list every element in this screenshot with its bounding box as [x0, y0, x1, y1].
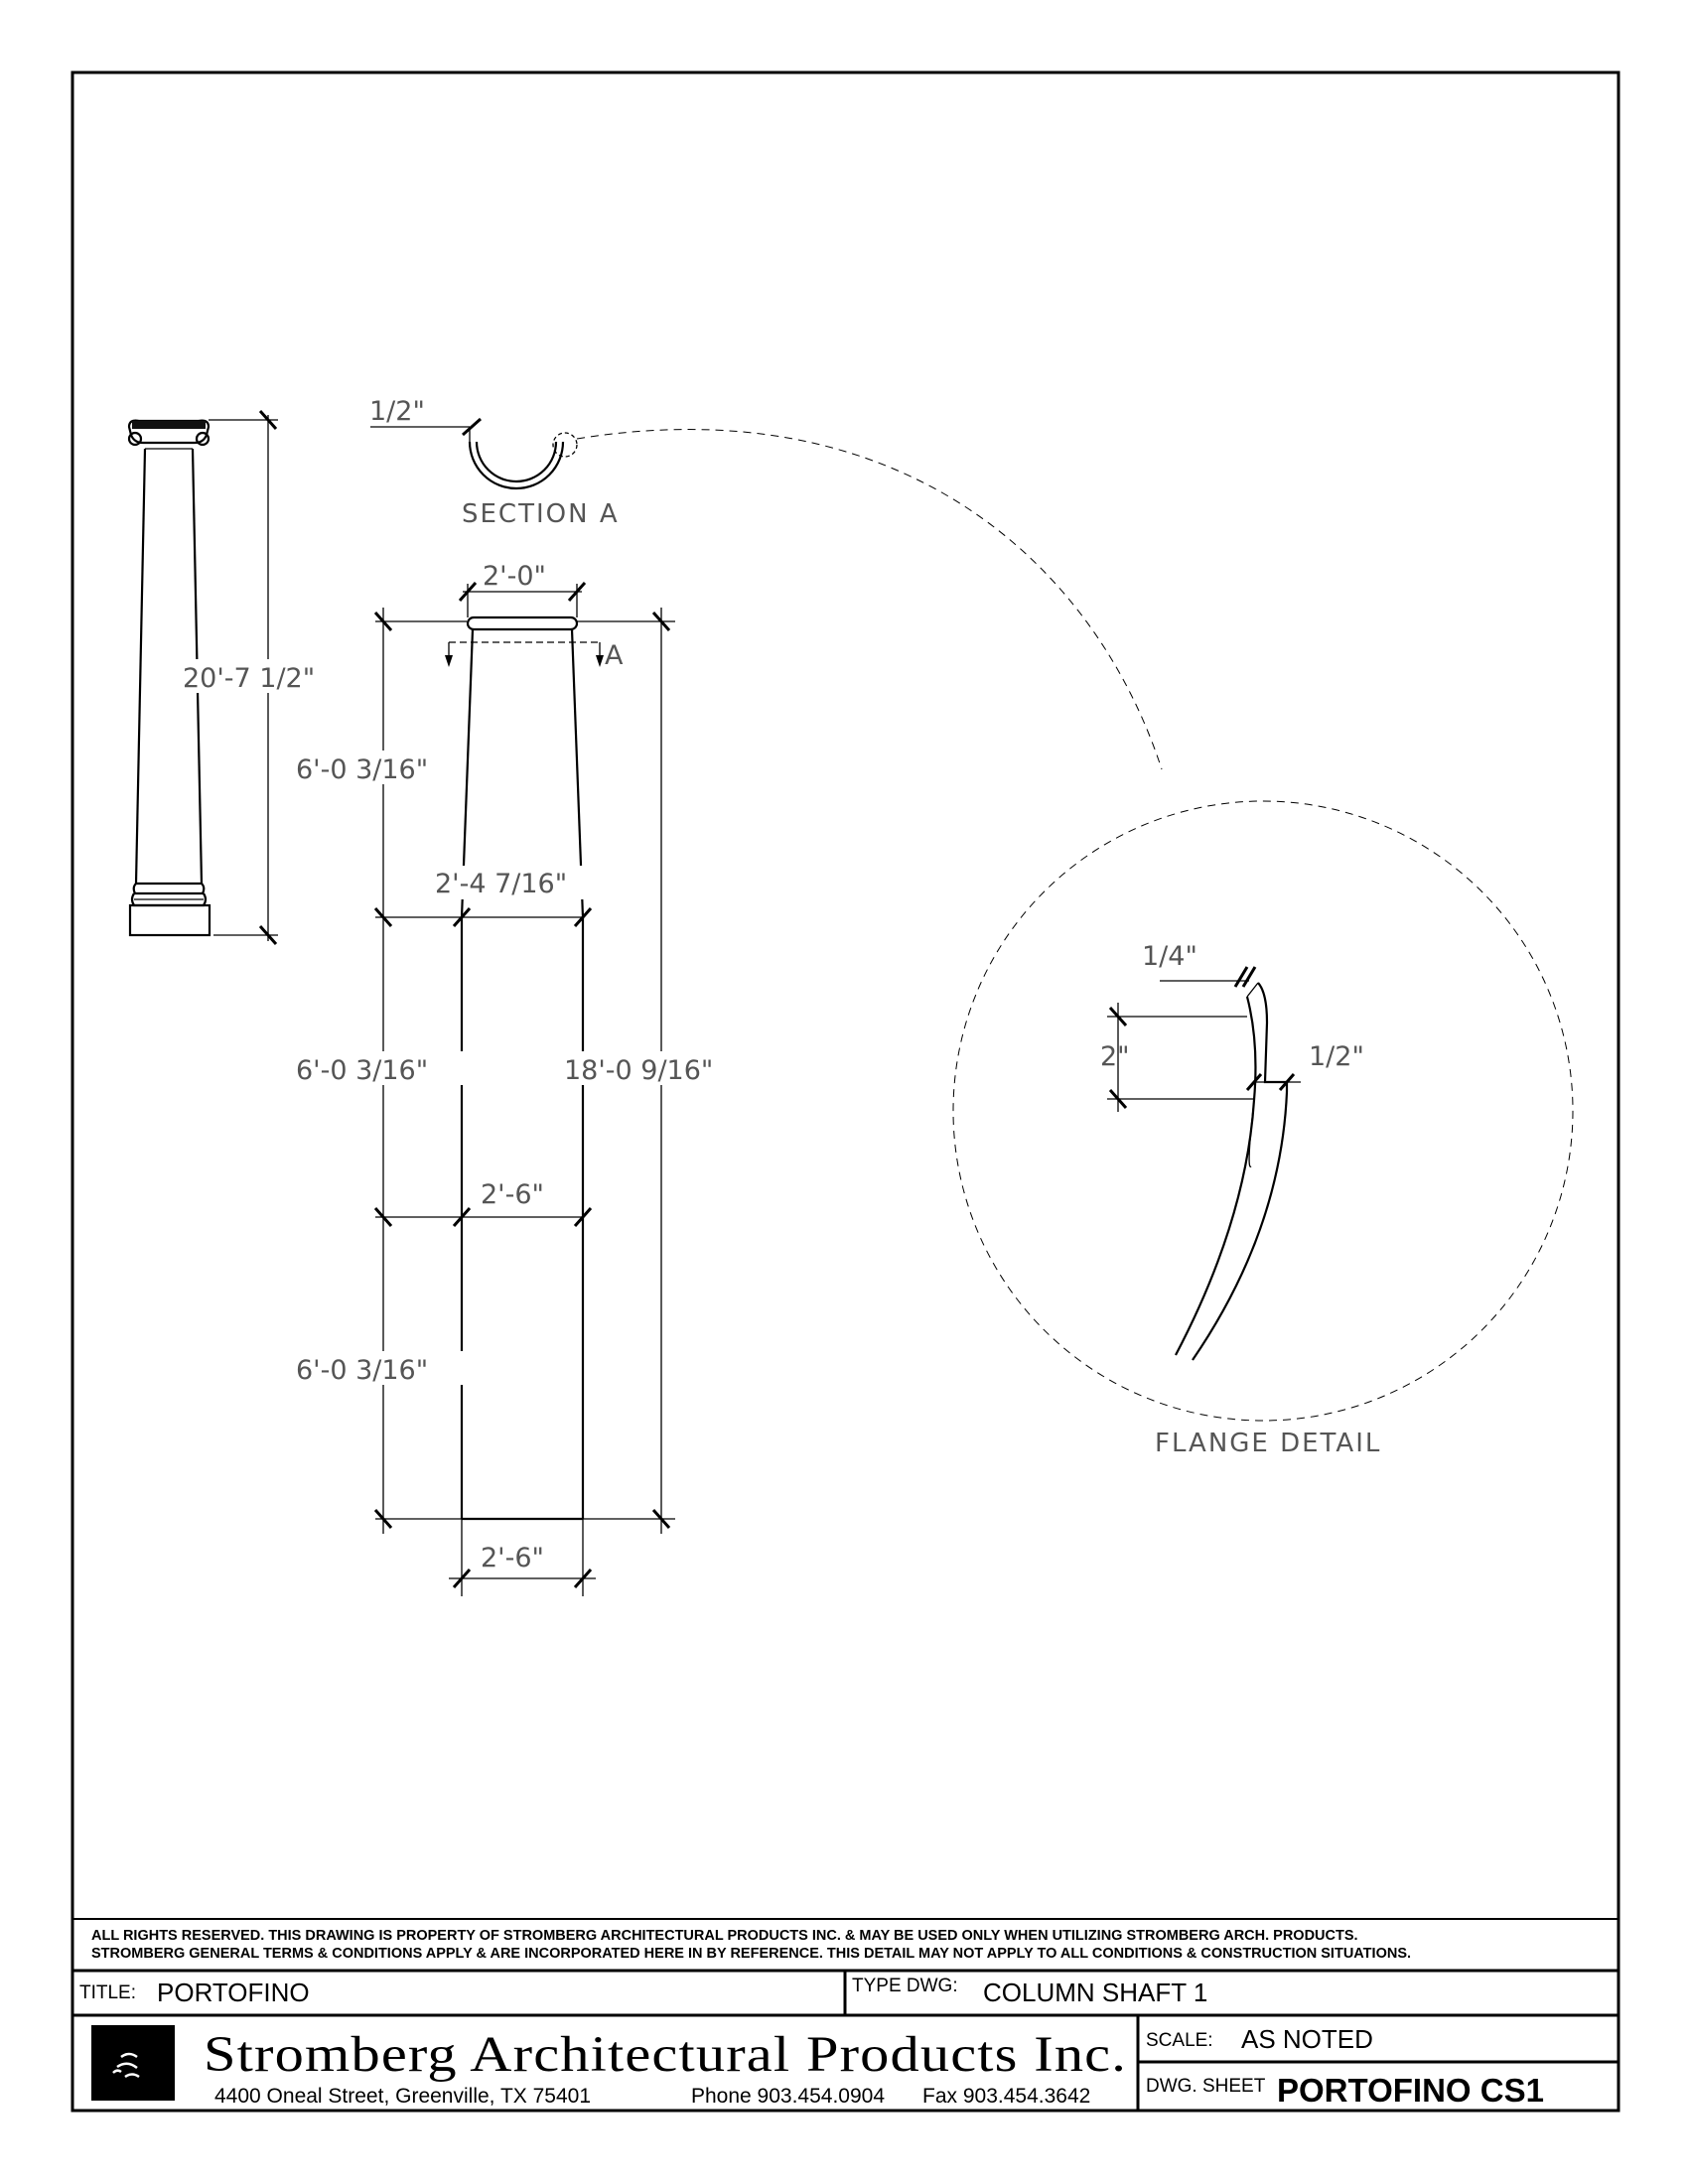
section-marker: A	[605, 640, 624, 671]
top-diameter-dimension	[460, 558, 585, 617]
sheet-label: DWG. SHEET	[1146, 2076, 1266, 2097]
company-phone: Phone 903.454.0904	[691, 2085, 886, 2108]
segment-height-top-label: 6'-0 3/16"	[296, 754, 429, 785]
shaft-height-label: 18'-0 9/16"	[564, 1055, 714, 1086]
overall-height-label: 20'-7 1/2"	[183, 663, 316, 694]
detail-leader	[577, 430, 1162, 769]
sheet-border	[72, 72, 1618, 2111]
shaft-height-dimension	[562, 608, 757, 1534]
title-block	[72, 1919, 1618, 2111]
lower-break-dimension	[454, 1177, 591, 1226]
flange-detail-title: FLANGE DETAIL	[1155, 1429, 1382, 1458]
section-a	[369, 396, 620, 529]
flange-wall-label: 1/4"	[1142, 941, 1197, 972]
flange-offset-label: 1/2"	[1309, 1041, 1364, 1072]
rights-line-2: STROMBERG GENERAL TERMS & CONDITIONS APPLY & ARE INCORPORATED HERE IN BY REFERENCE. THIS DETAIL MAY NOT APPLY TO ALL CONDITIONS & CONSTRUCTION SITUATIONS.	[91, 1946, 1412, 1962]
company-logo	[91, 2025, 175, 2101]
scale-label: SCALE:	[1146, 2030, 1213, 2051]
title-value: PORTOFINO	[157, 1978, 310, 2007]
bottom-diameter-dimension	[449, 1519, 596, 1596]
overall-height-dimension	[175, 411, 361, 944]
flange-height-label: 2"	[1100, 1041, 1130, 1072]
company-address: 4400 Oneal Street, Greenville, TX 75401	[214, 2085, 592, 2108]
flange-detail	[953, 801, 1573, 1458]
section-a-thickness-label: 1/2"	[369, 396, 425, 427]
section-a-title: SECTION A	[462, 499, 620, 529]
segment-dimension-chain	[293, 608, 467, 1534]
sheet-value: PORTOFINO CS1	[1277, 2072, 1544, 2109]
lower-break-diameter-label: 2'-6"	[481, 1179, 544, 1210]
segment-height-bottom-label: 6'-0 3/16"	[296, 1355, 429, 1386]
bottom-diameter-label: 2'-6"	[481, 1543, 544, 1573]
segment-height-middle-label: 6'-0 3/16"	[296, 1055, 429, 1086]
company-fax: Fax 903.454.3642	[922, 2085, 1091, 2108]
rights-line-1: ALL RIGHTS RESERVED. THIS DRAWING IS PROPERTY OF STROMBERG ARCHITECTURAL PRODUCTS INC. & MAY BE USED ONLY WHEN UTILIZING STROMBERG ARCH. PRODUCTS.	[91, 1928, 1358, 1944]
scale-value: AS NOTED	[1241, 2024, 1373, 2054]
title-label: TITLE:	[79, 1982, 137, 2003]
upper-break-diameter-label: 2'-4 7/16"	[435, 869, 568, 899]
top-diameter-label: 2'-0"	[483, 561, 546, 592]
type-value: COLUMN SHAFT 1	[983, 1978, 1208, 2007]
company-name: Stromberg Architectural Products Inc.	[204, 2027, 1127, 2083]
type-label: TYPE DWG:	[852, 1976, 958, 1996]
